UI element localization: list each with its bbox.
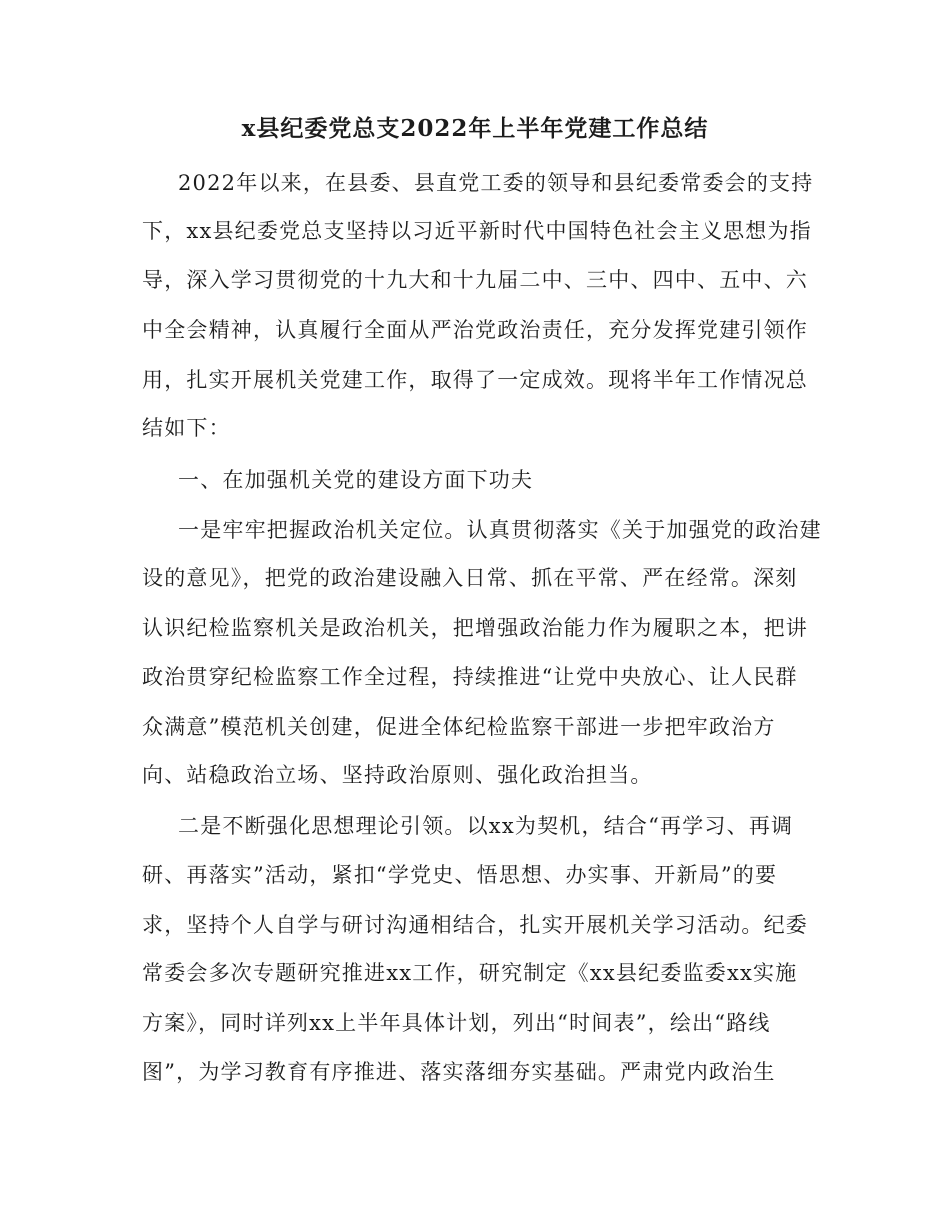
paragraph-line: 方案》，同时详列xx上半年具体计划，列出“时间表”，绘出“路线	[142, 1011, 771, 1035]
document-title: x县纪委党总支2022年上半年党建工作总结	[241, 115, 709, 142]
paragraph-line: 结如下：	[142, 416, 231, 440]
paragraph-line: 常委会多次专题研究推进xx工作，研究制定《xx县纪委监委xx实施	[142, 961, 798, 985]
paragraph-line: 一是牢牢把握政治机关定位。认真贯彻落实《关于加强党的政治建	[178, 518, 822, 542]
paragraph-line: 2022年以来，在县委、县直党工委的领导和县纪委常委会的支持	[178, 171, 814, 195]
paragraph-line: 图”，为学习教育有序推进、落实落细夯实基础。严肃党内政治生	[142, 1060, 776, 1084]
paragraph-line: 导，深入学习贯彻党的十九大和十九届二中、三中、四中、五中、六	[142, 268, 808, 292]
paragraph-line: 求，坚持个人自学与研讨沟通相结合，扎实开展机关学习活动。纪委	[142, 913, 808, 937]
paragraph-line: 二是不断强化思想理论引领。以xx为契机，结合“再学习、再调	[178, 814, 794, 838]
paragraph-line: 下，xx县纪委党总支坚持以习近平新时代中国特色社会主义思想为指	[142, 219, 812, 243]
paragraph-line: 认识纪检监察机关是政治机关，把增强政治能力作为履职之本，把讲	[142, 616, 808, 640]
paragraph-line: 向、站稳政治立场、坚持政治原则、强化政治担当。	[142, 763, 653, 787]
paragraph-line: 设的意见》，把党的政治建设融入日常、抓在平常、严在经常。深刻	[142, 566, 798, 590]
paragraph-line: 政治贯穿纪检监察工作全过程，持续推进“让党中央放心、让人民群	[142, 665, 798, 689]
section-heading: 一、在加强机关党的建设方面下功夫	[178, 468, 534, 492]
paragraph-line: 用，扎实开展机关党建工作，取得了一定成效。现将半年工作情况总	[142, 368, 808, 392]
paragraph-line: 中全会精神，认真履行全面从严治党政治责任，充分发挥党建引领作	[142, 318, 808, 342]
paragraph-line: 众满意”模范机关创建，促进全体纪检监察干部进一步把牢政治方	[142, 715, 776, 739]
paragraph-line: 研、再落实”活动，紧扣“学党史、悟思想、办实事、开新局”的要	[142, 863, 778, 887]
